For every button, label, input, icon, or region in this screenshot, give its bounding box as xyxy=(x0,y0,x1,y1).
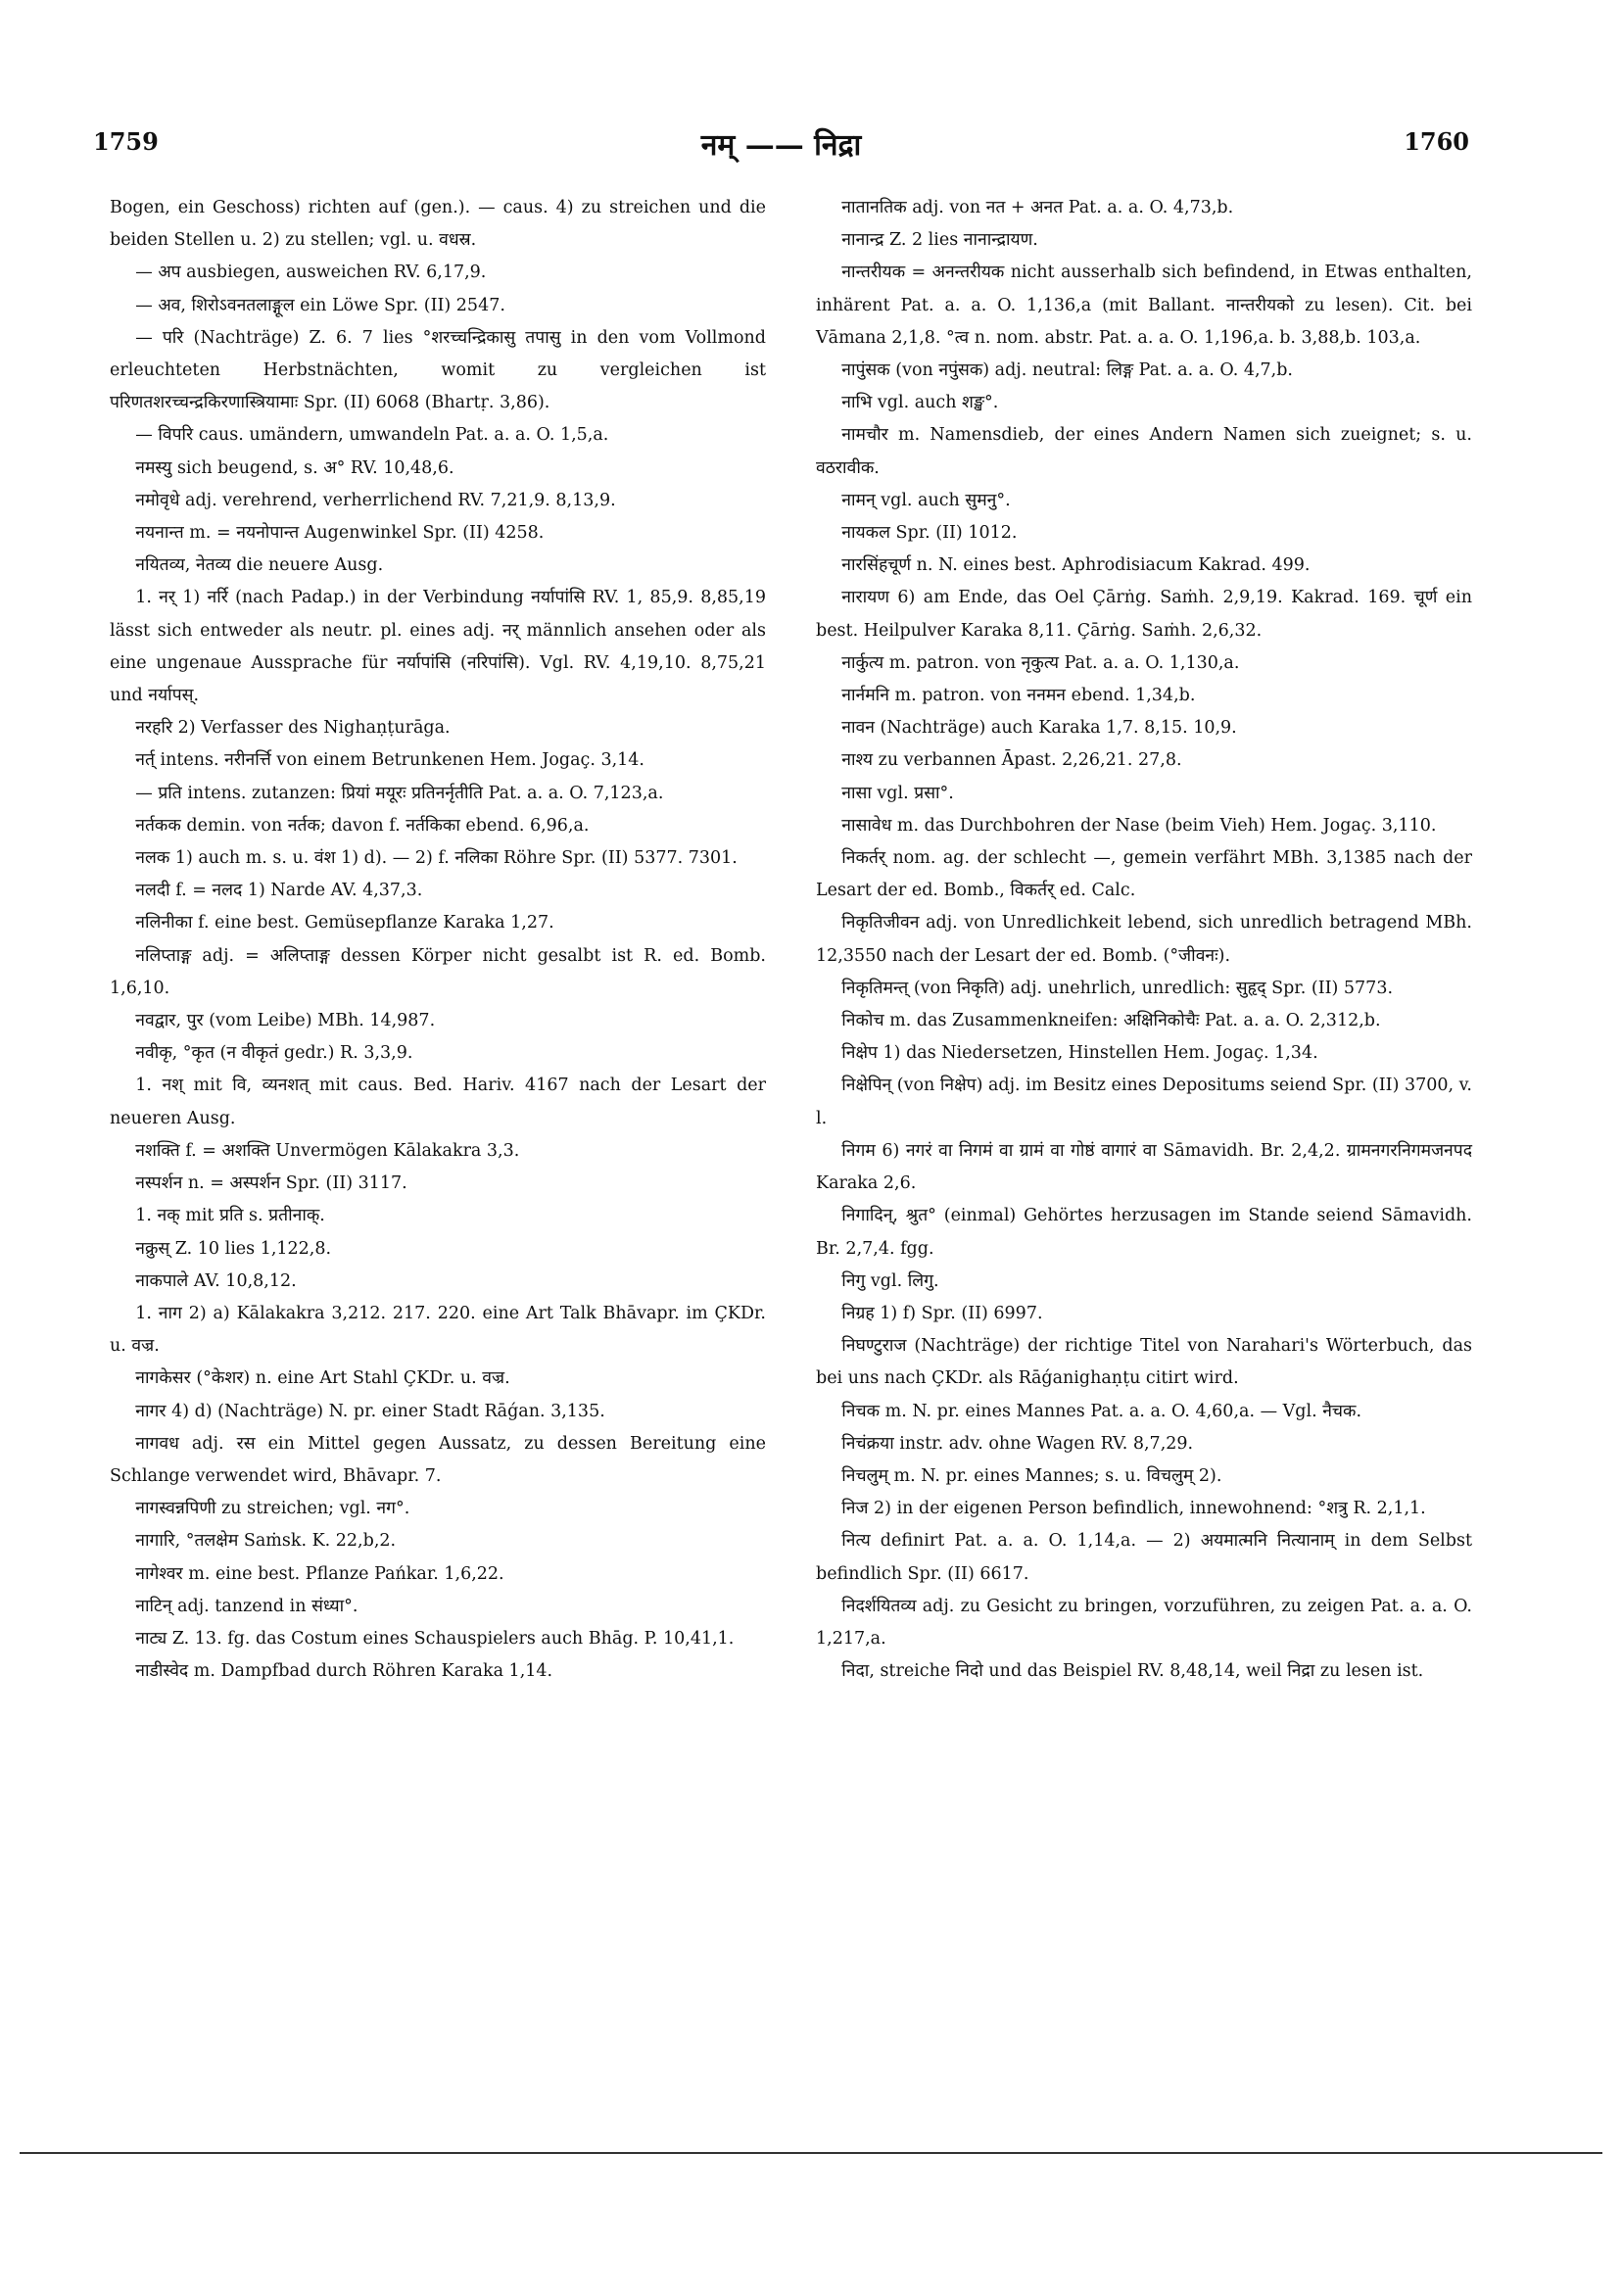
dictionary-entry: नातानतिक adj. von नत + अनत Pat. a. a. O. 4,73,b. xyxy=(841,198,1234,217)
dictionary-entry: नान्तरीयक = अनन्तरीयक nicht ausserhalb sich befindend, in Etwas enthalten, inhärent Pat. a. a. O. 1,136,a (mit Ballant. नान्तरीयको zu lesen). Cit. bei Vāmana 2,1,8. °त्व n. nom. abstr. Pat. a. a. O. 1,196,a. b. 3,88,b. 103,a. xyxy=(816,263,1472,348)
dictionary-entry: नक्रुस् Z. 10 lies 1,122,8. xyxy=(135,1238,332,1259)
dictionary-entry: नयनान्त m. = नयनोपान्त Augenwinkel Spr. (II) 4258. xyxy=(135,523,545,544)
dictionary-entry: नमोवृधे adj. verehrend, verherrlichend RV. 7,21,9. 8,13,9. xyxy=(135,490,616,510)
dictionary-entry: निगु vgl. लिगु. xyxy=(841,1270,939,1291)
dictionary-entry: नावन (Nachträge) auch Karaka 1,7. 8,15. 10,9. xyxy=(841,718,1237,739)
running-title: नम् —— निद्रा xyxy=(700,128,862,163)
dictionary-entry: निचलुम् m. N. pr. eines Mannes; s. u. विचलुम् 2). xyxy=(841,1465,1222,1486)
dictionary-entry: नलिनीका f. eine best. Gemüsepflanze Karaka 1,27. xyxy=(135,913,554,933)
dictionary-entry: नागेश्वर m. eine best. Pflanze Pańkar. 1,6,22. xyxy=(135,1563,504,1584)
dictionary-entry: निगादिन्, श्रुत° (einmal) Gehörtes herzusagen im Stande seiend Sāmavidh. Br. 2,7,4. fgg. xyxy=(816,1206,1472,1259)
page-header xyxy=(93,127,1469,167)
dictionary-entry: नार्नमनि m. patron. von ननमन ebend. 1,34,b. xyxy=(841,686,1196,706)
dictionary-entry: निकृतिजीवन adj. von Unredlichkeit lebend, sich unredlich betragend MBh. 12,3550 nach der Lesart der ed. Bomb. (°जीवनः). xyxy=(816,913,1472,966)
dictionary-entry: नागकेसर (°केशर) n. eine Art Stahl ÇKDr. u. वज्र. xyxy=(135,1368,510,1389)
dictionary-entry: निक्षेप 1) das Niedersetzen, Hinstellen Hem. Jogaç. 1,34. xyxy=(841,1043,1318,1064)
dictionary-entry: नागर 4) d) (Nachträge) N. pr. einer Stadt Rāǵan. 3,135. xyxy=(135,1401,605,1421)
dictionary-entry: निदा, streiche निदो und das Beispiel RV. 8,48,14, weil निद्रा zu lesen ist. xyxy=(841,1661,1424,1682)
dictionary-entry: नानान्द्र Z. 2 lies नानान्द्रायण. xyxy=(841,230,1038,251)
dictionary-entry: नासावेध m. das Durchbohren der Nase (beim Vieh) Hem. Jogaç. 3,110. xyxy=(841,815,1437,836)
dictionary-entry: निज 2) in der eigenen Person befindlich, innewohnend: °शत्रु R. 2,1,1. xyxy=(841,1499,1426,1519)
dictionary-entry: नवीकृ, °कृत (न वीकृतं gedr.) R. 3,3,9. xyxy=(135,1043,413,1064)
dictionary-entry: नामन् vgl. auch सुमनु°. xyxy=(841,490,1011,510)
dictionary-entry: नारसिंहचूर्ण n. N. eines best. Aphrodisiacum Kakrad. 499. xyxy=(841,555,1311,576)
dictionary-entry: निघण्टुराज (Nachträge) der richtige Titel von Narahari's Wörterbuch, das bei uns nach ÇKDr. als Rāǵanighaṇṭu citirt wird. xyxy=(816,1336,1472,1389)
dictionary-entry: निग्रह 1) f) Spr. (II) 6997. xyxy=(841,1303,1043,1323)
dictionary-entry: नासा vgl. प्रसा°. xyxy=(841,783,954,803)
dictionary-entry: नर्तकक demin. von नर्तक; davon f. नर्तकिका ebend. 6,96,a. xyxy=(135,815,590,836)
dictionary-entry: नाश्य zu verbannen Āpast. 2,26,21. 27,8. xyxy=(841,750,1182,771)
dictionary-entry: नागवध adj. रस ein Mittel gegen Aussatz, zu dessen Bereitung eine Schlange verwendet wird, Bhāvapr. 7. xyxy=(110,1433,766,1486)
dictionary-entry: नाडीस्वेद m. Dampfbad durch Röhren Karaka 1,14. xyxy=(135,1661,553,1682)
dictionary-entry: नलक 1) auch m. s. u. वंश 1) d). — 2) f. नलिका Röhre Spr. (II) 5377. 7301. xyxy=(135,848,738,869)
dictionary-entry: नयितव्य, नेतव्य die neuere Ausg. xyxy=(135,555,384,576)
dictionary-entry: निचंक्रया instr. adv. ohne Wagen RV. 8,7,29. xyxy=(841,1433,1194,1454)
dictionary-entry: निचक m. N. pr. eines Mannes Pat. a. a. O. 4,60,a. — Vgl. नैचक. xyxy=(841,1401,1362,1421)
bottom-rule xyxy=(20,2152,1602,2154)
dictionary-entry: निकृतिमन्त् (von निकृति) adj. unehrlich, unredlich: सुहृद् Spr. (II) 5773. xyxy=(841,978,1394,998)
dictionary-entry: निगम 6) नगरं वा निगमं वा ग्रामं वा गोष्ठं वागारं वा Sāmavidh. Br. 2,4,2. ग्रामनगरनिगमजनपद Karaka 2,6. xyxy=(816,1140,1472,1194)
dictionary-entry: 1. नश् mit वि, व्यनशत् mit caus. Bed. Hariv. 4167 nach der Lesart der neueren Ausg. xyxy=(110,1076,766,1128)
dictionary-entry: नशक्ति f. = अशक्ति Unvermögen Kālakakra 3,3. xyxy=(135,1140,520,1161)
dictionary-entry: — अव, शिरोऽवनतलाङ्गूल ein Löwe Spr. (II) 2547. xyxy=(135,295,505,315)
dictionary-entry: नवद्वार, पुर (vom Leibe) MBh. 14,987. xyxy=(135,1011,436,1031)
dictionary-entry: नाभि vgl. auch शङ्ख°. xyxy=(841,393,999,413)
dictionary-entry: नाट्य Z. 13. fg. das Costum eines Schauspielers auch Bhāg. P. 10,41,1. xyxy=(135,1628,735,1649)
page-number-right: 1760 xyxy=(1404,127,1469,156)
dictionary-entry: — अप ausbiegen, ausweichen RV. 6,17,9. xyxy=(135,263,487,283)
dictionary-entry: नाटिन् adj. tanzend in संध्या°. xyxy=(135,1596,358,1616)
dictionary-entry: निक्षेपिन् (von निक्षेप) adj. im Besitz eines Depositums seiend Spr. (II) 3700, v. l. xyxy=(816,1076,1472,1128)
dictionary-entry: नायकल Spr. (II) 1012. xyxy=(841,523,1018,544)
dictionary-entry: नरहरि 2) Verfasser des Nighaṇṭurāga. xyxy=(135,718,451,739)
dictionary-entry: निकोच m. das Zusammenkneifen: अक्षिनिकोचैः Pat. a. a. O. 2,312,b. xyxy=(841,1011,1381,1031)
dictionary-entry: नार्कुत्य m. patron. von नृकुत्य Pat. a. a. O. 1,130,a. xyxy=(841,652,1240,673)
dictionary-entry: नाकपाले AV. 10,8,12. xyxy=(135,1270,297,1291)
dictionary-entry: Bogen, ein Geschoss) richten auf (gen.). — caus. 4) zu streichen und die beiden Stellen u. 2) zu stellen; vgl. u. वधस्र. xyxy=(110,198,766,251)
right-column xyxy=(816,192,1472,1688)
dictionary-entry: नापुंसक (von नपुंसक) adj. neutral: लिङ्ग Pat. a. a. O. 4,7,b. xyxy=(841,360,1293,381)
dictionary-entry: 1. नक् mit प्रति s. प्रतीनाक्. xyxy=(135,1206,325,1226)
dictionary-entry: नित्य definirt Pat. a. a. O. 1,14,a. — 2) अयमात्मनि नित्यानाम् in dem Selbst befindlich Spr. (II) 6617. xyxy=(816,1531,1472,1584)
dictionary-entry: नारायण 6) am Ende, das Oel Çārṅg. Saṁh. 2,9,19. Kakrad. 169. चूर्ण ein best. Heilpulver Karaka 8,11. Çārṅg. Saṁh. 2,6,32. xyxy=(816,588,1472,641)
dictionary-entry: नागस्वन्नपिणी zu streichen; vgl. नग°. xyxy=(135,1499,410,1519)
dictionary-entry: नामचौर m. Namensdieb, der eines Andern Namen sich zueignet; s. u. वठरावीक. xyxy=(816,425,1472,478)
dictionary-entry: निकर्तर् nom. ag. der schlecht —, gemein verfährt MBh. 3,1385 nach der Lesart der ed. Bomb., विकर्तर् ed. Calc. xyxy=(816,848,1472,901)
dictionary-entry: 1. नाग 2) a) Kālakakra 3,212. 217. 220. eine Art Talk Bhāvapr. im ÇKDr. u. वज्र. xyxy=(110,1303,766,1357)
dictionary-entry: — परि (Nachträge) Z. 6. 7 lies °शरच्चन्द्रिकासु तपासु in den vom Vollmond erleuchteten Herbstnächten, womit zu vergleichen ist परिणतशरच्चन्द्रकिरणास्त्रियामाः Spr. (II) 6068 (Bhartṛ. 3,86). xyxy=(110,327,766,413)
dictionary-entry: — विपरि caus. umändern, umwandeln Pat. a. a. O. 1,5,a. xyxy=(135,425,609,446)
dictionary-entry: नमस्यु sich beugend, s. अ° RV. 10,48,6. xyxy=(135,457,454,478)
page-number-left: 1759 xyxy=(93,127,159,156)
dictionary-entry: नस्पर्शन n. = अस्पर्शन Spr. (II) 3117. xyxy=(135,1173,407,1194)
left-column xyxy=(110,192,766,1688)
dictionary-entry: नलिप्ताङ्ग adj. = अलिप्ताङ्ग dessen Körper nicht gesalbt ist R. ed. Bomb. 1,6,10. xyxy=(110,945,766,998)
dictionary-entry: नलदी f. = नलद 1) Narde AV. 4,37,3. xyxy=(135,881,423,901)
dictionary-entry: — प्रति intens. zutanzen: प्रियां मयूरः प्रतिनर्नृतीति Pat. a. a. O. 7,123,a. xyxy=(135,783,664,803)
dictionary-entry: नर्त् intens. नरीनर्त्ति von einem Betrunkenen Hem. Jogaç. 3,14. xyxy=(135,750,644,771)
dictionary-entry: 1. नर् 1) नर्रि (nach Padap.) in der Verbindung नर्यापांसि RV. 1, 85,9. 8,85,19 lässt sich entweder als neutr. pl. eines adj. नर् männlich ansehen oder als eine ungenaue Aussprache für नर्यापांसि (नरिपांसि). Vgl. RV. 4,19,10. 8,75,21 und नर्यापस्. xyxy=(110,588,766,706)
dictionary-entry: निदर्शयितव्य adj. zu Gesicht zu bringen, vorzuführen, zu zeigen Pat. a. a. O. 1,217,a. xyxy=(816,1596,1472,1649)
dictionary-entry: नागारि, °तलक्षेम Saṁsk. K. 22,b,2. xyxy=(135,1531,397,1552)
